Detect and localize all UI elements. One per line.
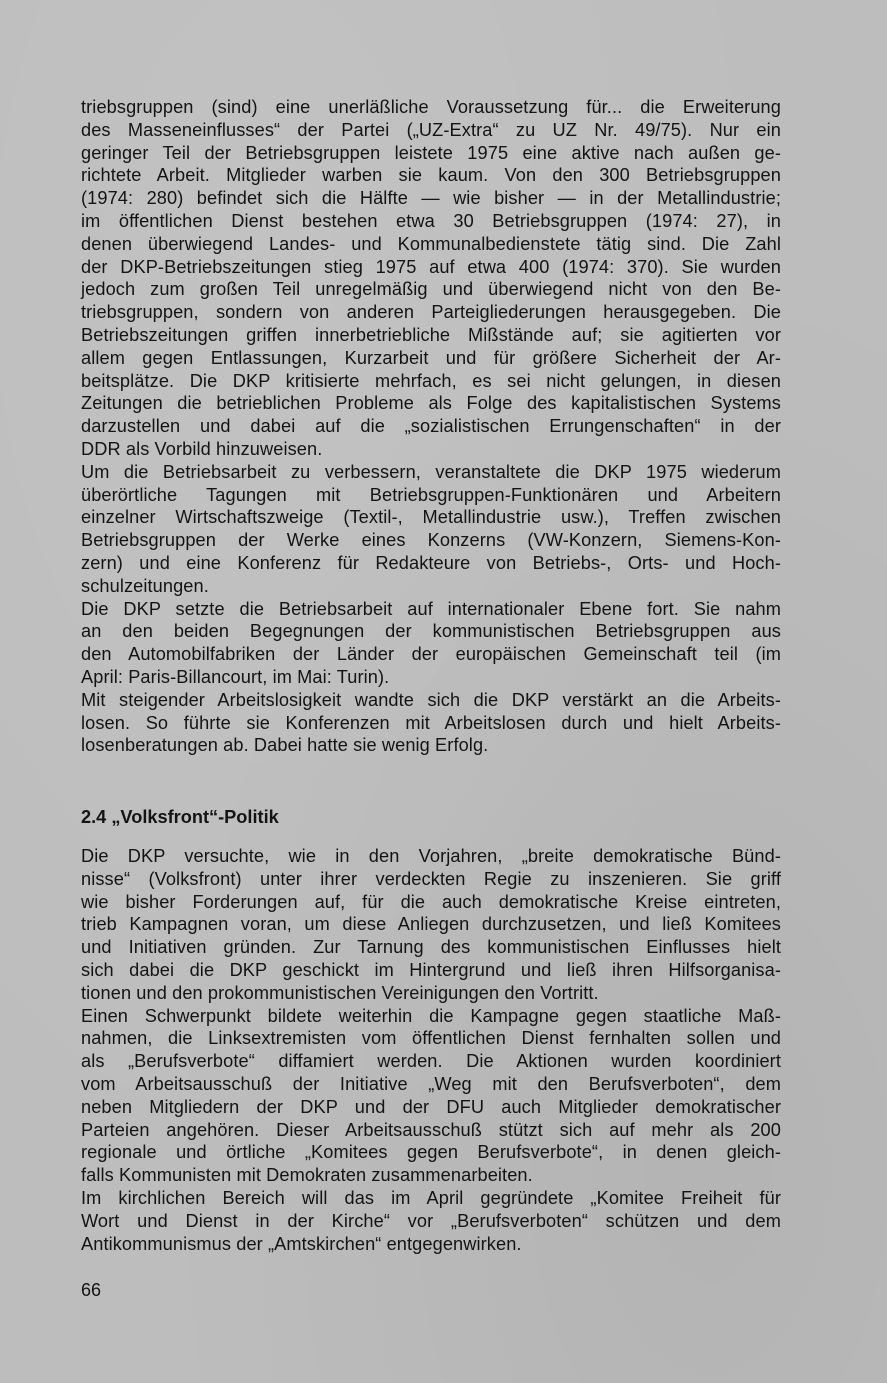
- text-line: April: Paris-Billancourt, im Mai: Turin).: [81, 666, 390, 687]
- text-line: vom Arbeitsausschuß der Initiative „Weg mit den Berufsverboten“, dem: [81, 1073, 781, 1094]
- text-line: Mit steigender Arbeitslosigkeit wandte sich die DKP verstärkt an die Arbeits-: [81, 689, 781, 710]
- text-line: zern) und eine Konferenz für Redakteure von Betriebs-, Orts- und Hoch-: [81, 552, 781, 573]
- text-line: Zeitungen die betrieblichen Probleme als Folge des kapitalistischen Systems: [81, 393, 781, 414]
- text-line: Um die Betriebsarbeit zu verbessern, veranstaltete die DKP 1975 wiederum: [81, 461, 781, 482]
- text-line: nisse“ (Volksfront) unter ihrer verdeckten Regie zu inszenieren. Sie griff: [81, 868, 781, 889]
- text-line: Wort und Dienst in der Kirche“ vor „Berufsverboten“ schützen und dem: [81, 1210, 781, 1231]
- text-line: jedoch zum großen Teil unregelmäßig und überwiegend nicht von den Be-: [81, 279, 781, 300]
- text-line: trieb Kampagnen voran, um diese Anliegen durchzusetzen, und ließ Komitees: [81, 914, 781, 935]
- text-line: triebsgruppen, sondern von anderen Parteigliederungen herausgegeben. Die: [81, 302, 781, 323]
- text-line: denen überwiegend Landes- und Kommunalbedienstete tätig sind. Die Zahl: [81, 233, 781, 254]
- text-line: neben Mitgliedern der DKP und der DFU auch Mitglieder demokratischer: [81, 1096, 781, 1117]
- text-line: Einen Schwerpunkt bildete weiterhin die Kampagne gegen staatliche Maß-: [81, 1005, 781, 1026]
- text-line: tionen und den prokommunistischen Vereinigungen den Vortritt.: [81, 982, 599, 1003]
- text-line: nahmen, die Linksextremisten vom öffentlichen Dienst fernhalten sollen und: [81, 1028, 781, 1049]
- text-line: wie bisher Forderungen auf, für die auch demokratische Kreise eintreten,: [81, 891, 781, 912]
- text-line: losenberatungen ab. Dabei hatte sie wenig Erfolg.: [81, 735, 489, 756]
- text-line: der DKP-Betriebszeitungen stieg 1975 auf etwa 400 (1974: 370). Sie wurden: [81, 256, 781, 277]
- text-line: falls Kommunisten mit Demokraten zusammenarbeiten.: [81, 1165, 533, 1186]
- text-line: regionale und örtliche „Komitees gegen Berufsverbote“, in denen gleich-: [81, 1142, 781, 1163]
- text-line: Die DKP versuchte, wie in den Vorjahren, „breite demokratische Bünd-: [81, 846, 781, 866]
- text-line: sich dabei die DKP geschickt im Hintergrund und ließ ihren Hilfsorganisa-: [81, 959, 781, 980]
- text-line: einzelner Wirtschaftszweige (Textil-, Metallindustrie usw.), Treffen zwischen: [81, 507, 781, 528]
- text-line: beitsplätze. Die DKP kritisierte mehrfach, es sei nicht gelungen, in diesen: [81, 370, 781, 391]
- text-line: schulzeitungen.: [81, 575, 209, 596]
- text-line: darzustellen und dabei auf die „sozialistischen Errungenschaften“ in der: [81, 416, 781, 437]
- body-text-section-2: [81, 845, 781, 1255]
- text-line: DDR als Vorbild hinzuweisen.: [81, 438, 323, 459]
- text-line: im öffentlichen Dienst bestehen etwa 30 Betriebsgruppen (1974: 27), in: [81, 210, 781, 231]
- text-line: den Automobilfabriken der Länder der europäischen Gemeinschaft teil (im: [81, 644, 781, 665]
- text-line: an den beiden Begegnungen der kommunistischen Betriebsgruppen aus: [81, 621, 781, 642]
- text-line: Antikommunismus der „Amtskirchen“ entgegenwirken.: [81, 1233, 522, 1254]
- text-line: losen. So führte sie Konferenzen mit Arbeitslosen durch und hielt Arbeits-: [81, 712, 781, 733]
- text-line: des Masseneinflusses“ der Partei („UZ-Extra“ zu UZ Nr. 49/75). Nur ein: [81, 119, 781, 140]
- text-line: richtete Arbeit. Mitglieder warben sie kaum. Von den 300 Betriebsgruppen: [81, 165, 781, 186]
- text-line: Betriebsgruppen der Werke eines Konzerns (VW-Konzern, Siemens-Kon-: [81, 530, 781, 551]
- text-line: Die DKP setzte die Betriebsarbeit auf internationaler Ebene fort. Sie nahm: [81, 598, 781, 619]
- text-line: Betriebszeitungen griffen innerbetriebliche Mißstände auf; sie agitierten vor: [81, 324, 781, 345]
- text-line: Im kirchlichen Bereich will das im April gegründete „Komitee Freiheit für: [81, 1187, 781, 1208]
- text-line: (1974: 280) befindet sich die Hälfte — wie bisher — in der Metallindustrie;: [81, 188, 781, 209]
- page-number: 66: [81, 1280, 102, 1300]
- text-line: überörtliche Tagungen mit Betriebsgruppen-Funktionären und Arbeitern: [81, 484, 781, 505]
- text-line: und Initiativen gründen. Zur Tarnung des kommunistischen Einflusses hielt: [81, 937, 781, 958]
- body-text-section-1: [81, 96, 781, 757]
- section-heading: 2.4 „Volksfront“-Politik: [81, 807, 279, 827]
- text-line: allem gegen Entlassungen, Kurzarbeit und für größere Sicherheit der Ar-: [81, 347, 781, 368]
- text-line: Parteien angehören. Dieser Arbeitsausschuß stützt sich auf mehr als 200: [81, 1119, 781, 1140]
- text-line: als „Berufsverbote“ diffamiert werden. Die Aktionen wurden koordiniert: [81, 1051, 781, 1072]
- text-line: triebsgruppen (sind) eine unerläßliche Voraussetzung für... die Erweiterung: [81, 97, 781, 117]
- text-line: geringer Teil der Betriebsgruppen leistete 1975 eine aktive nach außen ge-: [81, 142, 781, 163]
